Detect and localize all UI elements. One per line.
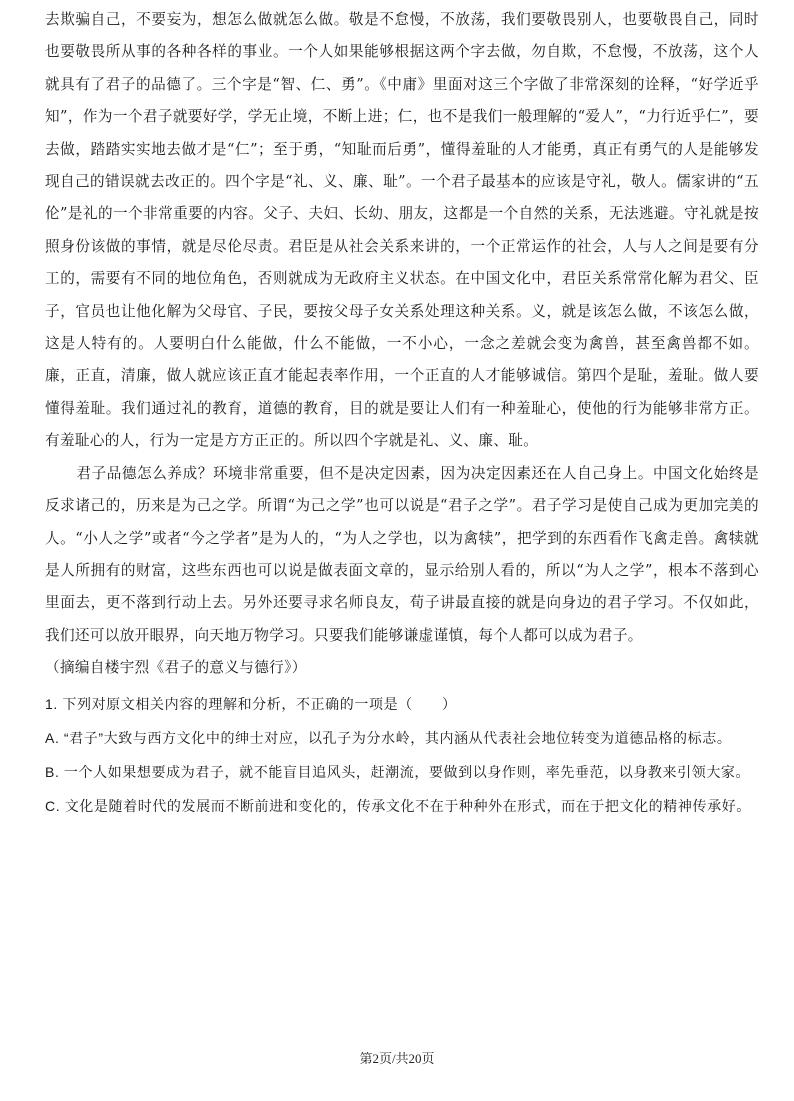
page-number: 第2页/共20页 bbox=[359, 1051, 435, 1066]
option-b: B. 一个人如果想要成为君子，就不能盲目追风头，赶潮流，要做到以身作则，率先垂范，以身教来引领大家。 bbox=[45, 763, 751, 780]
passage-paragraph-1: 去欺骗自己，不要妄为，想怎么做就怎么做。敬是不怠慢，不放荡，我们要敬畏别人，也要敬畏自己，同时也要敬畏所从事的各种各样的事业。一个人如果能够根据这两个字去做，勿自欺，不怠慢，不放荡，这个人就具有了君子的品德了。三个字是“智、仁、勇”。《中庸》里面对这三个字做了非常深刻的诠释，“好学近乎知”，作为一个君子就要好学，学无止境，不断上进；仁，也不是我们一般理解的“爱人”，“力行近乎仁”，要去做，踏踏实实地去做才是“仁”；至于勇，“知耻而后勇”，懂得羞耻的人才能勇，真正有勇气的人是能够发现自己的错误就去改正的。四个字是“礼、义、廉、耻”。一个君子最基本的应该是守礼，敬人。儒家讲的“五伦”是礼的一个非常重要的内容。父子、夫妇、长幼、朋友，这都是一个自然的关系，无法逃避。守礼就是按照身份该做的事情，就是尽伦尽责。君臣是从社会关系来讲的，一个正常运作的社会，人与人之间是要有分工的，需要有不同的地位角色，否则就成为无政府主义状态。在中国文化中，君臣关系常常化解为君父、臣子，官员也让他化解为父母官、子民，要按父母子女关系处理这种关系。义，就是该怎么做，不该怎么做，这是人特有的。人要明白什么能做，什么不能做，一不小心，一念之差就会变为禽兽，甚至禽兽都不如。廉，正直，清廉，做人就应该正直才能起表率作用，一个正直的人才能够诚信。第四个是耻，羞耻。做人要懂得羞耻。我们通过礼的教育，道德的教育，目的就是要让人们有一种羞耻心，使他的行为能够非常方正。有羞耻心的人，行为一定是方方正正的。所以四个字就是礼、义、廉、耻。 bbox=[45, 11, 759, 450]
document-page bbox=[45, 4, 759, 823]
option-a: A. “君子”大致与西方文化中的绅士对应，以孔子为分水岭，其内涵从代表社会地位转变为道德品格的标志。 bbox=[45, 729, 732, 746]
question-stem: 1. 下列对原文相关内容的理解和分析，不正确的一项是（ ） bbox=[45, 695, 457, 712]
reading-passage bbox=[45, 4, 759, 685]
question-block bbox=[45, 687, 759, 824]
passage-paragraph-2: 君子品德怎么养成？环境非常重要，但不是决定因素，因为决定因素还在人自己身上。中国文化始终是反求诸己的，历来是为己之学。所谓“为己之学”也可以说是“君子之学”。君子学习是使自己成为更加完美的人。“小人之学”或者“今之学者”是为人的，“为人之学也，以为禽犊”，把学到的东西看作飞禽走兽。禽犊就是人所拥有的财富，这些东西也可以说是做表面文章的，显示给别人看的，所以“为人之学”，根本不落到心里面去，更不落到行动上去。另外还要寻求名师良友，荀子讲最直接的就是向身边的君子学习。不仅如此，我们还可以放开眼界，向天地万物学习。只要我们能够谦虚谨慎，每个人都可以成为君子。 bbox=[45, 464, 759, 644]
passage-source: （摘编自楼宇烈《君子的意义与德行》） bbox=[45, 659, 307, 677]
option-c: C. 文化是随着时代的发展而不断前进和变化的，传承文化不在于种种外在形式，而在于把文化的精神传承好。 bbox=[45, 798, 751, 815]
